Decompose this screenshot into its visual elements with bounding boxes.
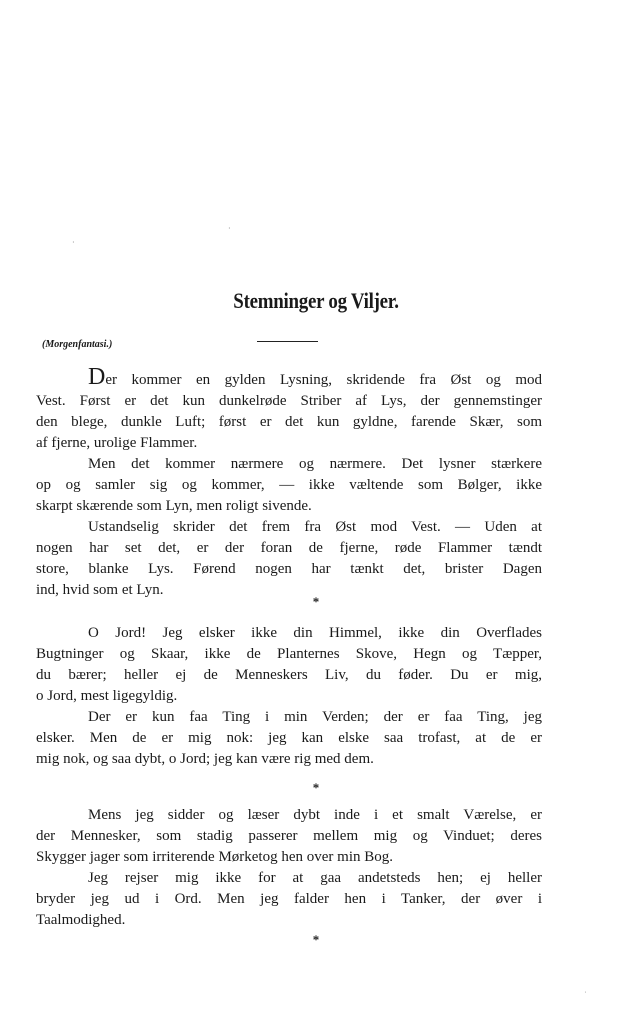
paper-speck: ˙ [584,990,587,999]
text-line: store, blanke Lys. Førend nogen har tænkt det, brister Dagen [36,561,542,577]
text-line: Der er kun faa Ting i min Verden; der er faa Ting, jeg [88,709,542,725]
text-line: af fjerne, urolige Flammer. [36,435,198,451]
section-1 [36,364,542,601]
text-line: elsker. Men de er mig nok: jeg kan elske saa trofast, at de er [36,730,542,746]
section-separator: * [312,780,320,795]
text-line: Men det kommer nærmere og nærmere. Det lysner stærkere [88,456,542,472]
page-title: Stemninger og Viljer. [233,288,399,313]
text-line: Bugtninger og Skaar, ikke de Planternes Skove, Hegn og Tæpper, [36,646,542,662]
section-separator: * [312,932,320,947]
text-line: ind, hvid som et Lyn. [36,582,164,598]
text-line: op og samler sig og kommer, — ikke væltende som Bølger, ikke [36,477,542,493]
drop-cap: D [88,364,106,390]
text-line: den blege, dunkle Luft; først er det kun gyldne, farende Skær, som [36,414,542,430]
text-line: Vest. Først er det kun dunkelrøde Striber af Lys, der gennemstinger [36,393,542,409]
text-line: skarpt skærende som Lyn, men roligt sivende. [36,498,312,514]
text-line: Ustandselig skrider det frem fra Øst mod Vest. — Uden at [88,519,542,535]
text-line: Jeg rejser mig ikke for at gaa andetsteds hen; ej heller [88,870,542,886]
section-3 [36,805,542,931]
text-line: du bærer; heller ej de Menneskers Liv, du føder. Du er mig, [36,667,542,683]
text-line: mig nok, og saa dybt, o Jord; jeg kan være rig med dem. [36,751,374,767]
paper-speck: · [228,224,231,233]
text-line: der Mennesker, som stadig passerer mellem mig og Vinduet; deres [36,828,542,844]
section-2 [36,623,542,770]
text-line: Mens jeg sidder og læser dybt inde i et smalt Værelse, er [88,807,542,823]
paper-speck: · [72,238,75,247]
title-rule [257,341,318,342]
section-separator: * [312,594,320,609]
text-line: Skygger jager som irriterende Mørketog hen over min Bog. [36,849,393,865]
text-line: bryder jeg ud i Ord. Men jeg falder hen i Tanker, der øver i [36,891,542,907]
subtitle: (Morgenfantasi.) [42,339,113,350]
text-line: O Jord! Jeg elsker ikke din Himmel, ikke din Overflades [88,625,542,641]
text-line: nogen har set det, er der foran de fjerne, røde Flammer tændt [36,540,542,556]
text-line: Taalmodighed. [36,912,126,928]
text-line: o Jord, mest ligegyldig. [36,688,178,704]
text-line: Der kommer en gylden Lysning, skridende fra Øst og mod [88,364,542,390]
